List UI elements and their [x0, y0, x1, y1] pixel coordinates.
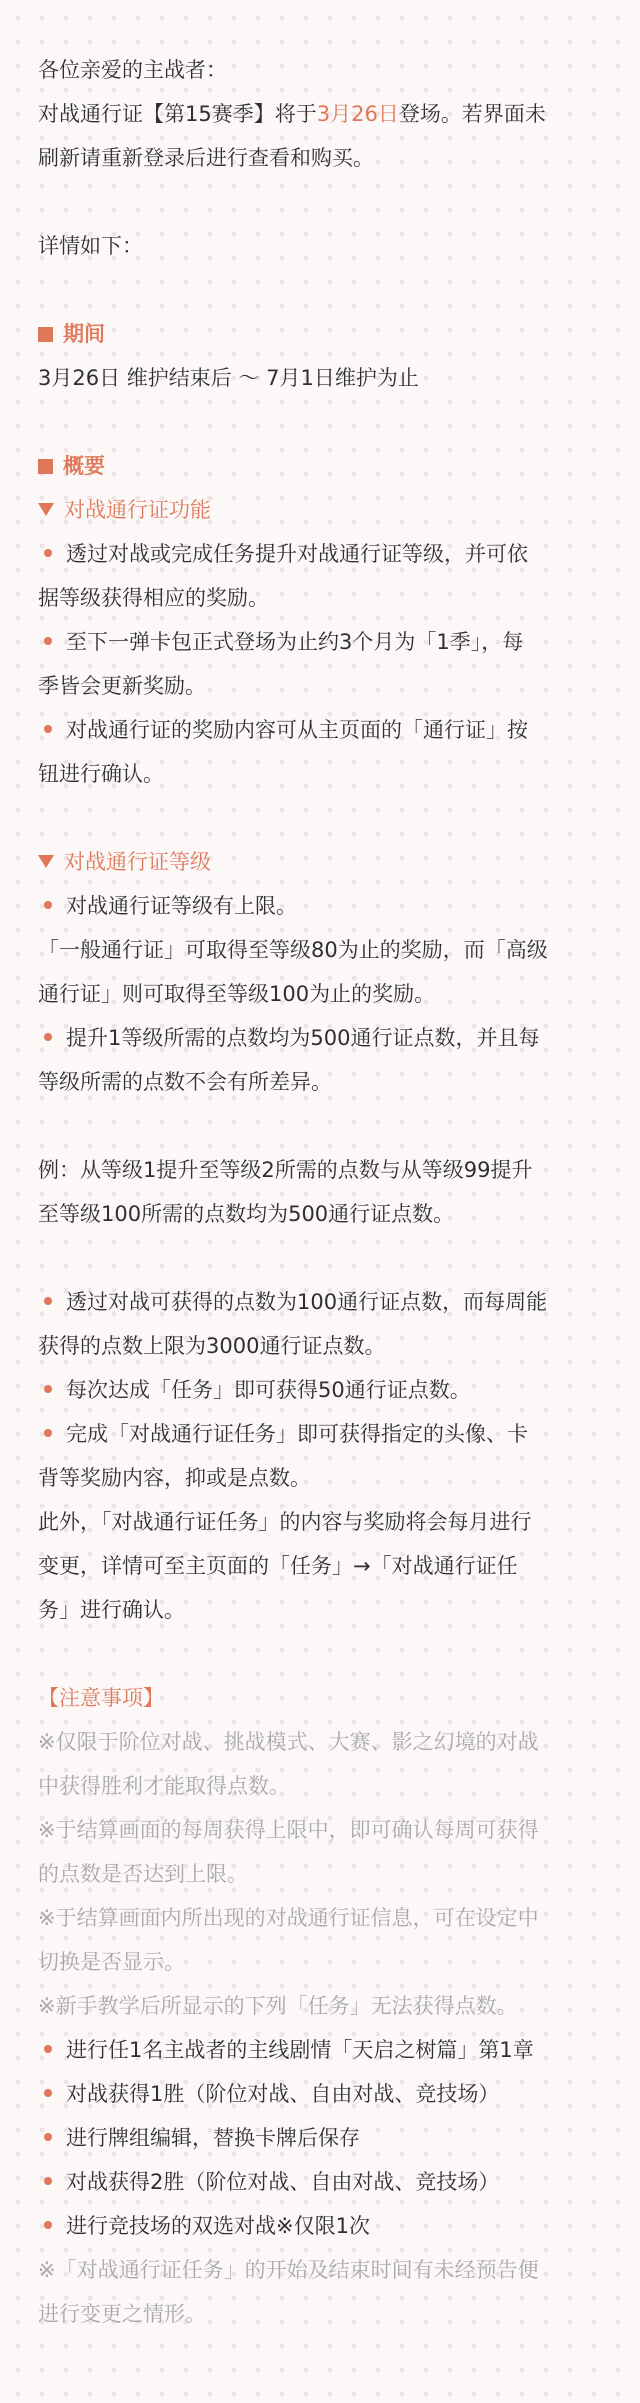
bullet-dot-icon: [44, 2133, 52, 2141]
list-item: [38, 2072, 610, 2116]
triangle-down-icon: [38, 855, 54, 868]
note-line: 进行变更之情形。: [38, 2302, 206, 2326]
list-item-text: 对战获得1胜（阶位对战、自由对战、竞技场）: [66, 2082, 500, 2106]
list-item-text: 每次达成「任务」即可获得50通行证点数。: [66, 1378, 471, 1402]
bullet-dot-icon: [44, 549, 52, 557]
launch-date: 3月26日: [316, 102, 399, 126]
list-item: [38, 1016, 610, 1060]
example-line: 例：从等级1提升至等级2所需的点数与从等级99提升: [38, 1158, 533, 1182]
paragraph-line: 通行证」则可取得至等级100为止的奖励。: [38, 982, 436, 1006]
bullet-dot-icon: [44, 1297, 52, 1305]
bullet-dot-icon: [44, 1385, 52, 1393]
list-item: [38, 1280, 610, 1324]
bullet-dot-icon: [44, 1429, 52, 1437]
paragraph-line: 此外，「对战通行证任务」的内容与奖励将会每月进行: [38, 1510, 532, 1534]
note-line: ※于结算画面的每周获得上限中，即可确认每周可获得: [38, 1818, 539, 1842]
overview-title: 概要: [63, 454, 105, 478]
list-item: [38, 1368, 610, 1412]
level-title: 对战通行证等级: [64, 850, 211, 874]
list-item-text: 至下一弹卡包正式登场为止约3个月为「1季」，每: [66, 630, 524, 654]
intro-line: [38, 92, 610, 136]
note-line: ※于结算画面内所出现的对战通行证信息，可在设定中: [38, 1906, 539, 1930]
bullet-dot-icon: [44, 901, 52, 909]
bullet-dot-icon: [44, 637, 52, 645]
bullet-dot-icon: [44, 1033, 52, 1041]
example-line: 至等级100所需的点数均为500通行证点数。: [38, 1202, 455, 1226]
paragraph-line: 「一般通行证」可取得至等级80为止的奖励，而「高级: [38, 938, 548, 962]
list-item: [38, 620, 610, 664]
list-item: [38, 708, 610, 752]
function-subheading: [38, 488, 610, 532]
list-item: [38, 2204, 610, 2248]
square-icon: [38, 459, 53, 474]
list-item-continued: 等级所需的点数不会有所差异。: [38, 1070, 332, 1094]
function-title: 对战通行证功能: [64, 498, 211, 522]
bullet-dot-icon: [44, 725, 52, 733]
note-line: 中获得胜利才能取得点数。: [38, 1774, 290, 1798]
period-title: 期间: [63, 322, 105, 346]
period-heading: [38, 312, 610, 356]
note-line: ※「对战通行证任务」的开始及结束时间有未经预告便: [38, 2258, 539, 2282]
note-line: 的点数是否达到上限。: [38, 1862, 248, 1886]
list-item: [38, 884, 610, 928]
list-item-text: 对战获得2胜（阶位对战、自由对战、竞技场）: [66, 2170, 500, 2194]
list-item: [38, 2160, 610, 2204]
list-item-text: 透过对战可获得的点数为100通行证点数，而每周能: [66, 1290, 548, 1314]
intro-text-post: 登场。若界面未: [398, 102, 546, 126]
list-item-text: 进行任1名主战者的主线剧情「天启之树篇」第1章: [66, 2038, 534, 2062]
list-item-text: 进行竞技场的双选对战※仅限1次: [66, 2214, 370, 2238]
note-line: 切换是否显示。: [38, 1950, 185, 1974]
list-item: [38, 532, 610, 576]
overview-heading: [38, 444, 610, 488]
list-item: [38, 1412, 610, 1456]
bullet-dot-icon: [44, 2221, 52, 2229]
paragraph-line: 务」进行确认。: [38, 1598, 185, 1622]
list-item-text: 进行牌组编辑，替换卡牌后保存: [66, 2126, 360, 2150]
list-item: [38, 2116, 610, 2160]
list-item-text: 完成「对战通行证任务」即可获得指定的头像、卡: [66, 1422, 528, 1446]
note-line: ※新手教学后所显示的下列「任务」无法获得点数。: [38, 1994, 518, 2018]
list-item-continued: 季皆会更新奖励。: [38, 674, 206, 698]
paragraph-line: 变更，详情可至主页面的「任务」→「对战通行证任: [38, 1554, 518, 1578]
intro-text-pre: 对战通行证【第15赛季】将于: [38, 102, 317, 126]
list-item-text: 提升1等级所需的点数均为500通行证点数，并且每: [66, 1026, 540, 1050]
period-text: 3月26日 维护结束后 ～ 7月1日维护为止: [38, 366, 419, 390]
list-item-continued: 据等级获得相应的奖励。: [38, 586, 269, 610]
triangle-down-icon: [38, 503, 54, 516]
note-line: ※仅限于阶位对战、挑战模式、大赛、影之幻境的对战: [38, 1730, 539, 1754]
notes-heading: 【注意事项】: [38, 1686, 164, 1710]
list-item-text: 透过对战或完成任务提升对战通行证等级，并可依: [66, 542, 528, 566]
bullet-dot-icon: [44, 2089, 52, 2097]
list-item-continued: 背等奖励内容，抑或是点数。: [38, 1466, 311, 1490]
level-subheading: [38, 840, 610, 884]
list-item: [38, 2028, 610, 2072]
list-item-continued: 获得的点数上限为3000通行证点数。: [38, 1334, 386, 1358]
list-item-text: 对战通行证的奖励内容可从主页面的「通行证」按: [66, 718, 528, 742]
bullet-dot-icon: [44, 2045, 52, 2053]
list-item-continued: 钮进行确认。: [38, 762, 164, 786]
intro-line-2: 刷新请重新登录后进行查看和购买。: [38, 146, 374, 170]
details-label: 详情如下：: [38, 234, 143, 258]
list-item-text: 对战通行证等级有上限。: [66, 894, 297, 918]
bullet-dot-icon: [44, 2177, 52, 2185]
greeting: 各位亲爱的主战者：: [38, 58, 227, 82]
square-icon: [38, 327, 53, 342]
